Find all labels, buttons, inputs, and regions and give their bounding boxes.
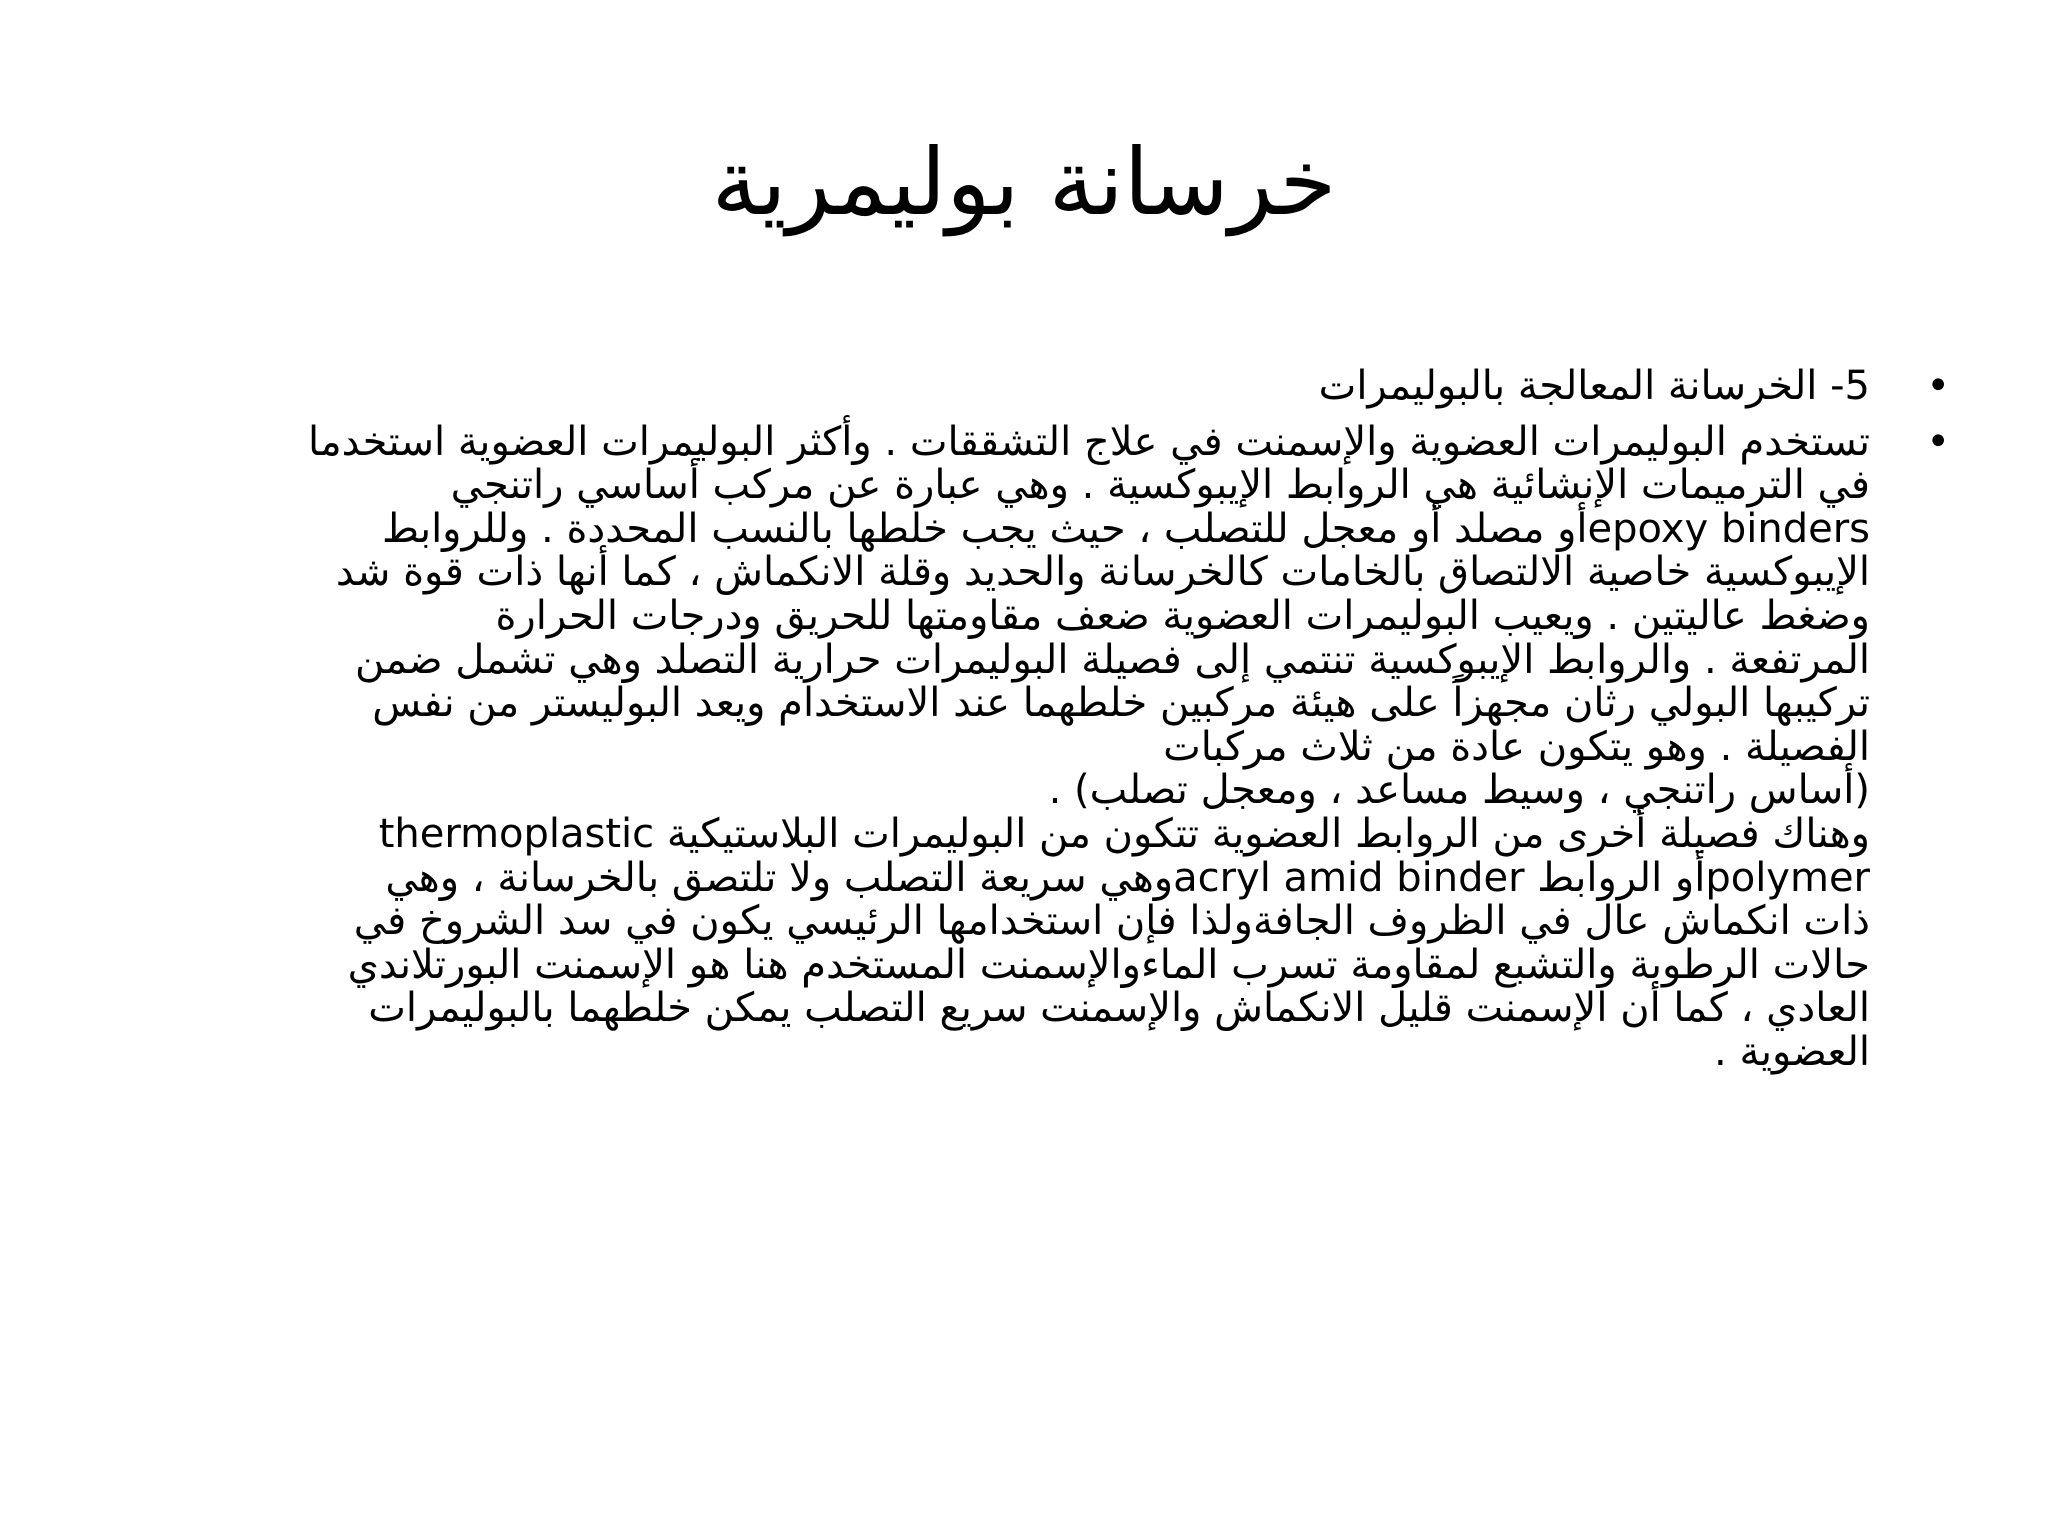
- text-line: العادي ، كما أن الإسمنت قليل الانكماش والإسمنت سريع التصلب يمكن خلطهما بالبوليمرات: [368, 985, 1870, 1032]
- text-line: polymerأو الروابط acryl amid binderوهي سريعة التصلب ولا تلتصق بالخرسانة ، وهي: [385, 854, 1870, 901]
- text-line: تستخدم البوليمرات العضوية والإسمنت في علاج التشققات . وأكثر البوليمرات العضوية استخدما: [308, 418, 1870, 465]
- text-line: ذات انكماش عال في الظروف الجافةولذا فإن استخدامها الرئيسي يكون في سد الشروخ في: [353, 898, 1870, 945]
- text-line: (أساس راتنجي ، وسيط مساعد ، ومعجل تصلب) .: [1048, 767, 1870, 814]
- bullet-text: [130, 365, 1870, 409]
- bullet-text: [130, 418, 1870, 1075]
- bullet-item-2: [130, 418, 1950, 1075]
- text-line: المرتفعة . والروابط الإيبوكسية تنتمي إلى فصيلة البوليمرات حرارية التصلد وهي تشمل ضمن: [355, 636, 1870, 683]
- bullet-icon: •: [1926, 418, 1950, 465]
- text-line: العضوية .: [1714, 1028, 1870, 1075]
- text-line: الإيبوكسية خاصية الالتصاق بالخامات كالخرسانة والحديد وقلة الانكماش ، كما أنها ذات قوة شد: [335, 549, 1870, 596]
- bullet-item-1: [130, 363, 1950, 409]
- text-line: في الترميمات الإنشائية هي الروابط الإيبوكسية . وهي عبارة عن مركب أساسي راتنجي: [450, 462, 1870, 509]
- text-line: وهناك فصيلة أخرى من الروابط العضوية تتكون من البوليمرات البلاستيكية thermoplastic: [378, 810, 1870, 857]
- bullet-icon: •: [1926, 363, 1950, 409]
- slide-title: خرسانة بوليمرية: [711, 129, 1337, 236]
- text-line: حالات الرطوبة والتشبع لمقاومة تسرب الماءوالإسمنت المستخدم هنا هو الإسمنت البورتلاندي: [347, 941, 1870, 988]
- text-line: 5- الخرسانة المعالجة بالبوليمرات: [1318, 363, 1870, 409]
- text-line: الفصيلة . وهو يتكون عادة من ثلاث مركبات: [1163, 723, 1870, 770]
- slide-content: [130, 363, 1950, 1075]
- bullet-list: [130, 363, 1950, 1075]
- text-line: epoxy bindersأو مصلد أو معجل للتصلب ، حيث يجب خلطها بالنسب المحددة . وللروابط: [381, 505, 1870, 552]
- text-line: تركيبها البولي رثان مجهزاً على هيئة مركبين خلطهما عند الاستخدام ويعد البوليستر من نفس: [372, 680, 1870, 727]
- text-line: وضغط عاليتين . ويعيب البوليمرات العضوية ضعف مقاومتها للحريق ودرجات الحرارة: [495, 592, 1870, 639]
